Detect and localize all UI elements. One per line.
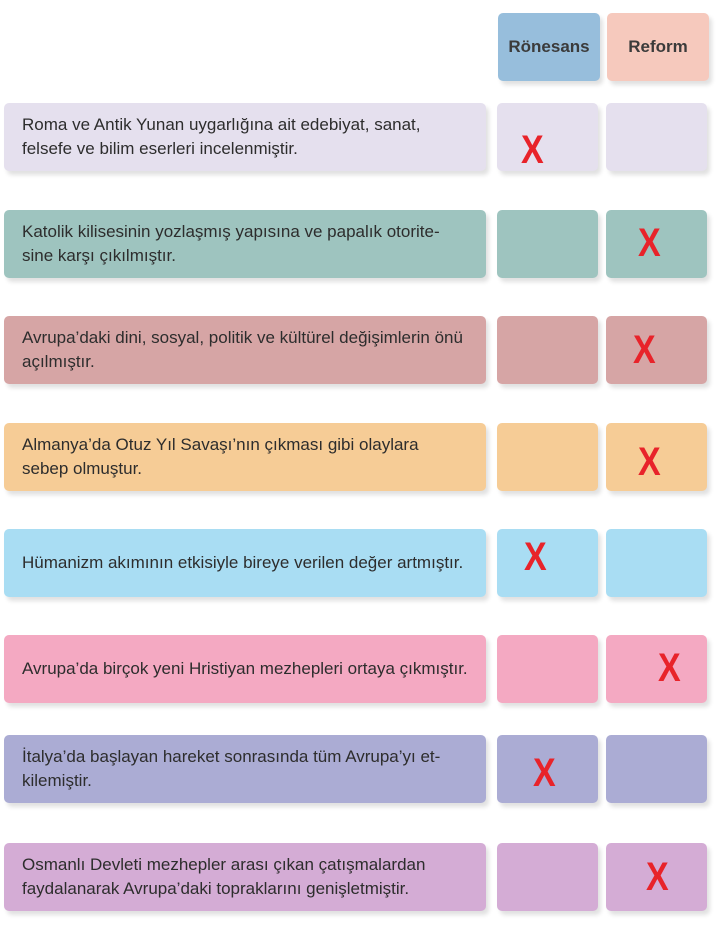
cell-ronesans[interactable] (497, 843, 598, 911)
statement-text: Roma ve Antik Yunan uygarlığına ait edebiyat, sanat, felsefe ve bilim eserleri incelenmiştir. (22, 115, 421, 158)
statement-text: Osmanlı Devleti mezhepler arası çıkan çatışmalardan faydalanarak Avrupa’daki topraklarını genişletmiştir. (22, 855, 426, 898)
statement-4 (4, 423, 486, 491)
statement-6 (4, 635, 486, 703)
x-mark-icon: X (633, 328, 656, 372)
statement-2 (4, 210, 486, 278)
statement-text: Avrupa’daki dini, sosyal, politik ve kültürel değişimlerin önü açılmıştır. (22, 328, 463, 371)
statement-1 (4, 103, 486, 171)
statement-text: İtalya’da başlayan hareket sonrasında tüm Avrupa’yı et-kilemiştir. (22, 747, 441, 790)
cell-reform[interactable] (606, 103, 707, 171)
x-mark-icon: X (646, 855, 669, 899)
x-mark-icon: X (638, 440, 661, 484)
statement-text: Almanya’da Otuz Yıl Savaşı’nın çıkması gibi olaylara sebep olmuştur. (22, 435, 419, 478)
statement-3 (4, 316, 486, 384)
x-mark-icon: X (658, 646, 681, 690)
cell-reform[interactable] (606, 316, 707, 384)
x-mark-icon: X (638, 221, 661, 265)
header-ronesans: Rönesans (498, 13, 600, 81)
cell-reform[interactable] (606, 735, 707, 803)
x-mark-icon: X (521, 128, 544, 172)
x-mark-icon: X (533, 751, 556, 795)
cell-ronesans[interactable] (497, 316, 598, 384)
statement-text: Hümanizm akımının etkisiyle bireye verilen değer artmıştır. (22, 553, 464, 572)
statement-5 (4, 529, 486, 597)
cell-ronesans[interactable] (497, 103, 598, 171)
statement-text: Katolik kilisesinin yozlaşmış yapısına ve papalık otorite-sine karşı çıkılmıştır. (22, 222, 440, 265)
statement-8 (4, 843, 486, 911)
cell-reform[interactable] (606, 635, 707, 703)
x-mark-icon: X (524, 535, 547, 579)
header-reform: Reform (607, 13, 709, 81)
cell-reform[interactable] (606, 529, 707, 597)
statement-text: Avrupa’da birçok yeni Hristiyan mezhepleri ortaya çıkmıştır. (22, 659, 468, 678)
cell-ronesans[interactable] (497, 423, 598, 491)
cell-ronesans[interactable] (497, 210, 598, 278)
cell-ronesans[interactable] (497, 529, 598, 597)
statement-7 (4, 735, 486, 803)
cell-ronesans[interactable] (497, 635, 598, 703)
